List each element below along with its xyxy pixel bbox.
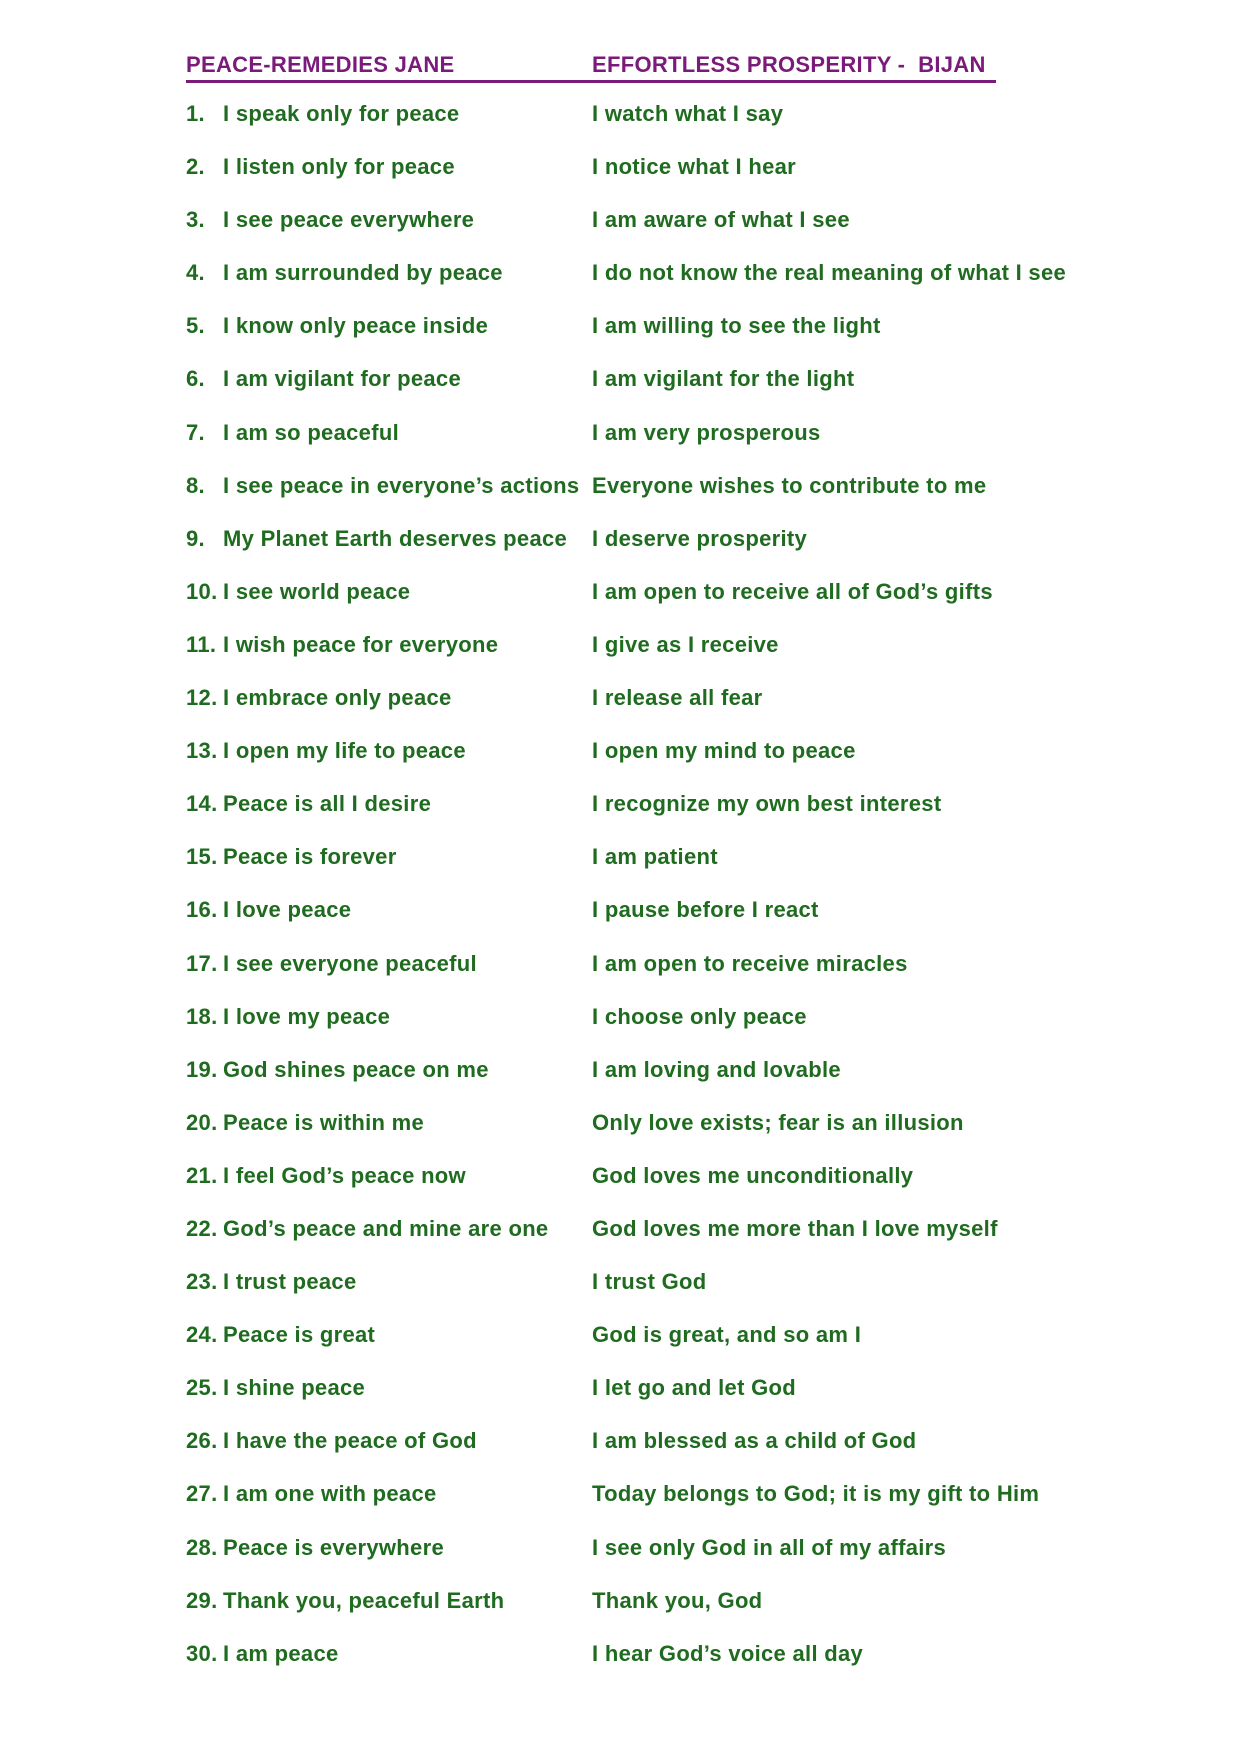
peace-affirmation: Peace is forever bbox=[223, 844, 397, 870]
prosperity-affirmation: I am aware of what I see bbox=[592, 207, 850, 233]
list-item bbox=[186, 101, 1116, 154]
list-item bbox=[186, 1588, 1116, 1641]
list-item bbox=[186, 738, 1116, 791]
item-number: 5. bbox=[186, 313, 205, 339]
item-number: 11. bbox=[186, 631, 217, 657]
item-number: 8. bbox=[186, 472, 205, 498]
effortless-prosperity-heading: EFFORTLESS PROSPERITY - BIJAN bbox=[592, 52, 986, 77]
list-item bbox=[186, 1216, 1116, 1269]
list-item bbox=[186, 1428, 1116, 1481]
list-item bbox=[186, 1375, 1116, 1428]
prosperity-affirmation: I give as I receive bbox=[592, 631, 779, 657]
prosperity-affirmation: Only love exists; fear is an illusion bbox=[592, 1109, 964, 1135]
peace-affirmation: Peace is everywhere bbox=[223, 1534, 444, 1560]
peace-affirmation: God shines peace on me bbox=[223, 1056, 489, 1082]
prosperity-affirmation: God loves me unconditionally bbox=[592, 1162, 914, 1188]
list-item bbox=[186, 1004, 1116, 1057]
peace-affirmation: I am vigilant for peace bbox=[223, 366, 461, 392]
prosperity-affirmation: I am open to receive miracles bbox=[592, 950, 908, 976]
item-number: 3. bbox=[186, 207, 205, 233]
prosperity-affirmation: I am blessed as a child of God bbox=[592, 1428, 917, 1454]
item-number: 6. bbox=[186, 366, 205, 392]
prosperity-affirmation: I open my mind to peace bbox=[592, 738, 856, 764]
peace-affirmation: God’s peace and mine are one bbox=[223, 1215, 549, 1241]
peace-affirmation: I am one with peace bbox=[223, 1481, 437, 1507]
list-item bbox=[186, 951, 1116, 1004]
list-item bbox=[186, 791, 1116, 844]
list-item bbox=[186, 420, 1116, 473]
peace-affirmation: I love my peace bbox=[223, 1003, 391, 1029]
list-item bbox=[186, 154, 1116, 207]
prosperity-affirmation: I am vigilant for the light bbox=[592, 366, 855, 392]
list-item bbox=[186, 1057, 1116, 1110]
list-item bbox=[186, 207, 1116, 260]
peace-affirmation: I see peace in everyone’s actions bbox=[223, 472, 580, 498]
item-number: 2. bbox=[186, 154, 205, 180]
prosperity-affirmation: I am open to receive all of God’s gifts bbox=[592, 578, 993, 604]
list-item bbox=[186, 579, 1116, 632]
item-number: 22. bbox=[186, 1215, 218, 1241]
list-item bbox=[186, 1481, 1116, 1534]
list-item bbox=[186, 1322, 1116, 1375]
item-number: 4. bbox=[186, 260, 205, 286]
list-item bbox=[186, 897, 1116, 950]
peace-remedies-heading: PEACE-REMEDIES JANE bbox=[186, 52, 455, 77]
peace-affirmation: I listen only for peace bbox=[223, 154, 455, 180]
peace-affirmation: I see world peace bbox=[223, 578, 411, 604]
list-item bbox=[186, 1269, 1116, 1322]
peace-affirmation: Thank you, peaceful Earth bbox=[223, 1587, 505, 1613]
prosperity-affirmation: I pause before I react bbox=[592, 897, 819, 923]
prosperity-affirmation: I release all fear bbox=[592, 685, 763, 711]
prosperity-affirmation: I see only God in all of my affairs bbox=[592, 1534, 947, 1560]
item-number: 7. bbox=[186, 419, 205, 445]
peace-affirmation: I am surrounded by peace bbox=[223, 260, 503, 286]
item-number: 15. bbox=[186, 844, 218, 870]
prosperity-affirmation: I recognize my own best interest bbox=[592, 791, 942, 817]
item-number: 18. bbox=[186, 1003, 218, 1029]
prosperity-affirmation: Everyone wishes to contribute to me bbox=[592, 472, 987, 498]
item-number: 21. bbox=[186, 1162, 218, 1188]
item-number: 10. bbox=[186, 578, 218, 604]
peace-affirmation: Peace is great bbox=[223, 1322, 376, 1348]
prosperity-affirmation: God loves me more than I love myself bbox=[592, 1215, 998, 1241]
peace-affirmation: I feel God’s peace now bbox=[223, 1162, 466, 1188]
item-number: 17. bbox=[186, 950, 218, 976]
item-number: 16. bbox=[186, 897, 218, 923]
item-number: 28. bbox=[186, 1534, 218, 1560]
prosperity-affirmation: I trust God bbox=[592, 1269, 707, 1295]
prosperity-affirmation: I let go and let God bbox=[592, 1375, 796, 1401]
item-number: 27. bbox=[186, 1481, 218, 1507]
item-number: 25. bbox=[186, 1375, 218, 1401]
prosperity-affirmation: I choose only peace bbox=[592, 1003, 807, 1029]
item-number: 20. bbox=[186, 1109, 218, 1135]
item-number: 14. bbox=[186, 791, 218, 817]
peace-affirmation: I wish peace for everyone bbox=[223, 631, 499, 657]
list-item bbox=[186, 313, 1116, 366]
item-number: 9. bbox=[186, 525, 205, 551]
list-item bbox=[186, 1163, 1116, 1216]
item-number: 23. bbox=[186, 1269, 218, 1295]
peace-affirmation: I am so peaceful bbox=[223, 419, 399, 445]
peace-affirmation: I know only peace inside bbox=[223, 313, 489, 339]
prosperity-affirmation: God is great, and so am I bbox=[592, 1322, 862, 1348]
prosperity-affirmation: I am patient bbox=[592, 844, 718, 870]
prosperity-affirmation: I deserve prosperity bbox=[592, 525, 808, 551]
column-header-row bbox=[186, 52, 996, 83]
list-item bbox=[186, 1110, 1116, 1163]
list-item bbox=[186, 526, 1116, 579]
prosperity-affirmation: I notice what I hear bbox=[592, 154, 797, 180]
item-number: 24. bbox=[186, 1322, 218, 1348]
prosperity-affirmation: I watch what I say bbox=[592, 101, 784, 126]
item-number: 26. bbox=[186, 1428, 218, 1454]
list-item bbox=[186, 1535, 1116, 1588]
list-item bbox=[186, 632, 1116, 685]
list-item bbox=[186, 260, 1116, 313]
prosperity-affirmation: I am very prosperous bbox=[592, 419, 821, 445]
peace-affirmation: I see everyone peaceful bbox=[223, 950, 477, 976]
item-number: 13. bbox=[186, 738, 218, 764]
peace-affirmation: I speak only for peace bbox=[223, 101, 460, 126]
list-item bbox=[186, 685, 1116, 738]
list-item bbox=[186, 844, 1116, 897]
peace-affirmation: My Planet Earth deserves peace bbox=[223, 525, 568, 551]
list-item bbox=[186, 366, 1116, 419]
peace-affirmation: I have the peace of God bbox=[223, 1428, 477, 1454]
peace-affirmation: I shine peace bbox=[223, 1375, 366, 1401]
list-item bbox=[186, 1641, 1116, 1694]
prosperity-affirmation: Today belongs to God; it is my gift to Him bbox=[592, 1481, 1040, 1507]
list-item bbox=[186, 473, 1116, 526]
item-number: 1. bbox=[186, 101, 205, 126]
peace-affirmation: I am peace bbox=[223, 1640, 339, 1666]
peace-affirmation: I embrace only peace bbox=[223, 685, 452, 711]
prosperity-affirmation: I do not know the real meaning of what I see bbox=[592, 260, 1067, 286]
peace-affirmation: I trust peace bbox=[223, 1269, 357, 1295]
peace-affirmation: Peace is within me bbox=[223, 1109, 425, 1135]
item-number: 12. bbox=[186, 685, 218, 711]
item-number: 29. bbox=[186, 1587, 218, 1613]
peace-affirmation: I love peace bbox=[223, 897, 352, 923]
peace-affirmation: Peace is all I desire bbox=[223, 791, 432, 817]
item-number: 19. bbox=[186, 1056, 218, 1082]
affirmation-list bbox=[186, 101, 1116, 1694]
prosperity-affirmation: I am willing to see the light bbox=[592, 313, 881, 339]
item-number: 30. bbox=[186, 1640, 218, 1666]
prosperity-affirmation: I am loving and lovable bbox=[592, 1056, 841, 1082]
prosperity-affirmation: Thank you, God bbox=[592, 1587, 763, 1613]
prosperity-affirmation: I hear God’s voice all day bbox=[592, 1640, 864, 1666]
peace-affirmation: I see peace everywhere bbox=[223, 207, 475, 233]
peace-affirmation: I open my life to peace bbox=[223, 738, 466, 764]
